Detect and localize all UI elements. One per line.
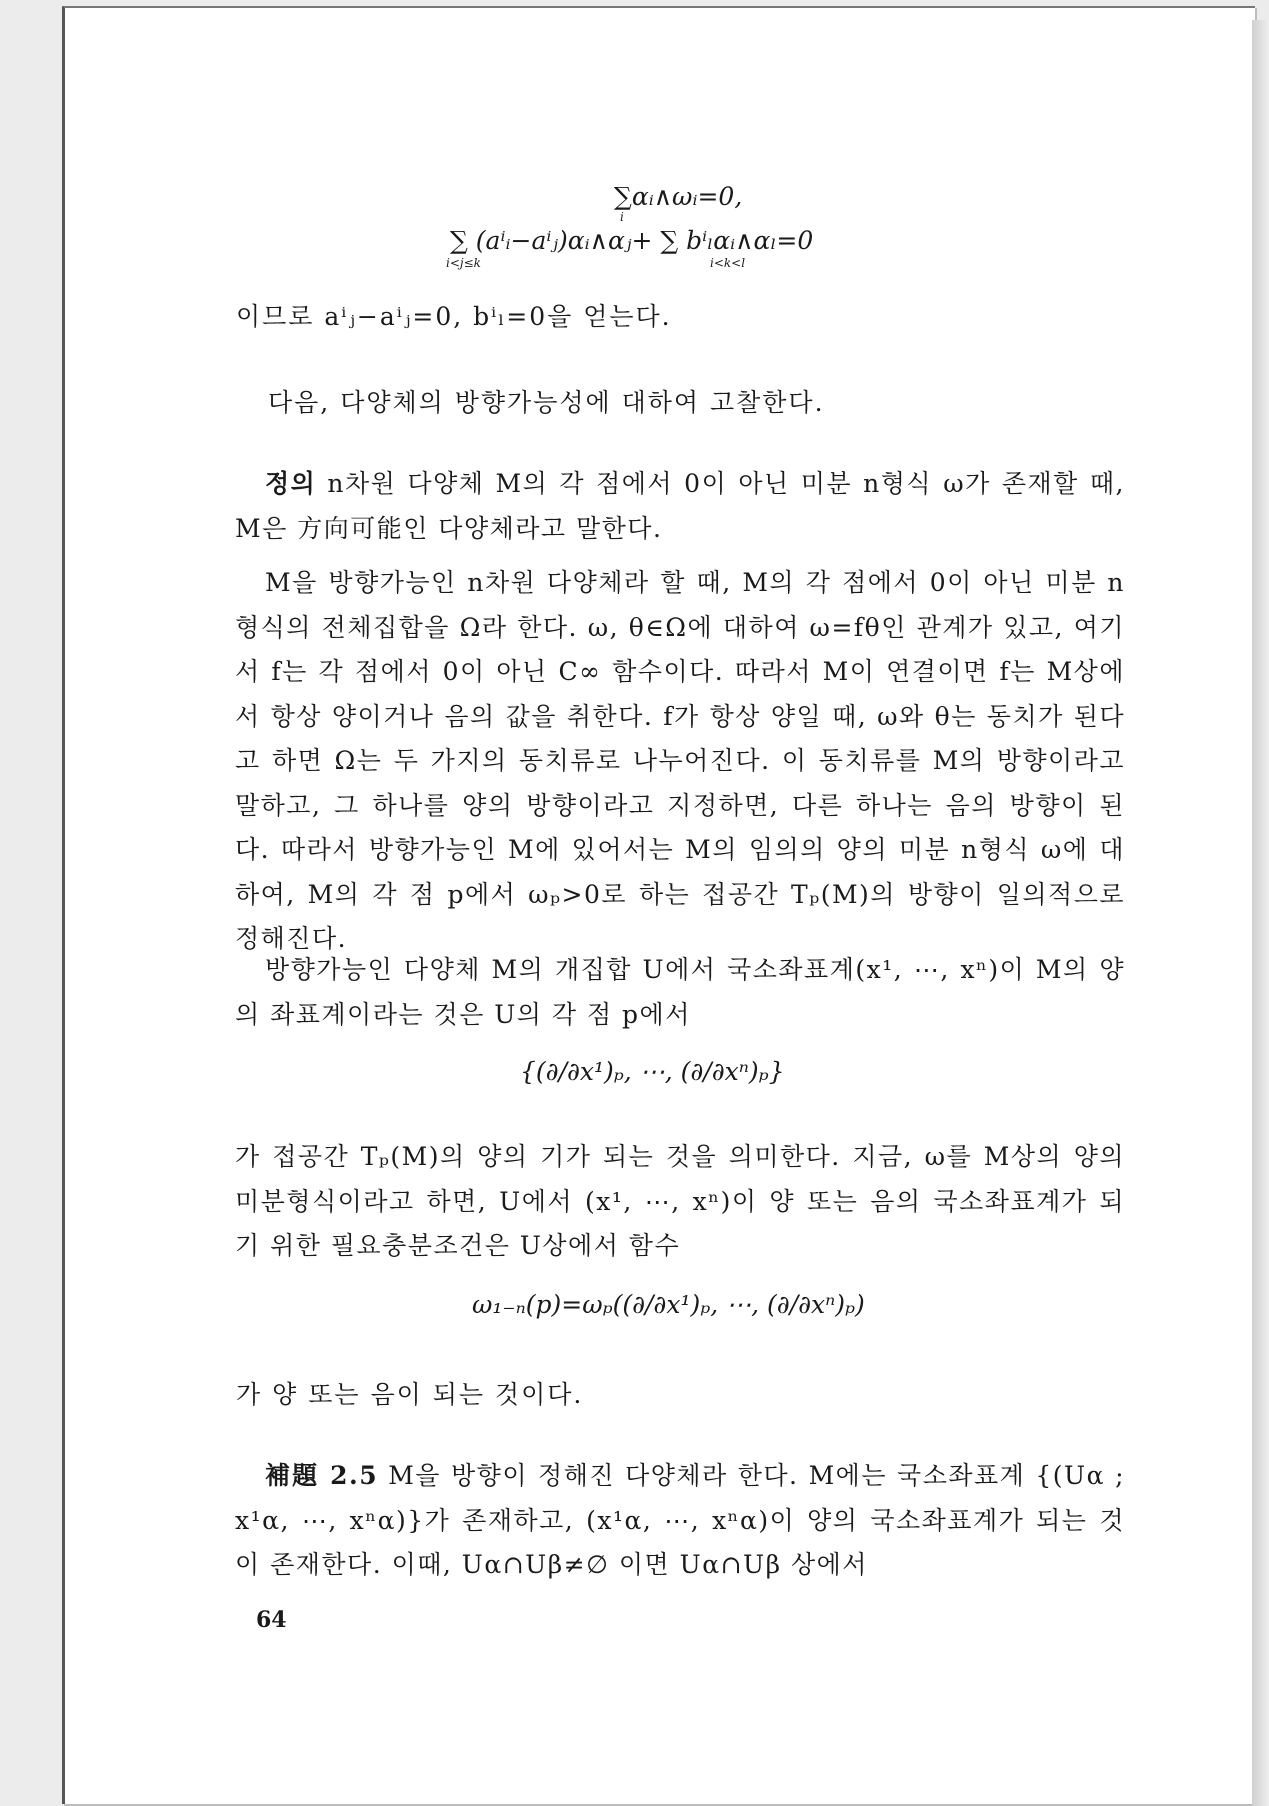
equation-sum-alpha-omega: ∑αᵢ∧ωᵢ=0, [614,182,743,211]
basis-paragraph: 가 접공간 Tₚ(M)의 양의 기가 되는 것을 의미한다. 지금, ω를 M상의 양의 미분형식이라고 하면, U에서 (x¹, ⋯, xⁿ)이 양 또는 음의 국소좌표계가 되기 위한 필요충분조건은 U상에서 함수 [235,1142,1125,1260]
definition-text: n차원 다양체 M의 각 점에서 0이 아닌 미분 n형식 ω가 존재할 때, M은 方向可能인 다양체라고 말한다. [235,469,1125,543]
lemma-text: M을 방향이 정해진 다양체라 한다. M에는 국소좌표계 {(Uα ; x¹α, ⋯, xⁿα)}가 존재하고, (x¹α, ⋯, xⁿα)이 양의 국소좌표계가 되는 것이 존재한다. 이때, Uα∩Uβ≠∅ 이면 Uα∩Uβ 상에서 [235,1461,1126,1579]
basis-formula: {(∂/∂x¹)ₚ, ⋯, (∂/∂xⁿ)ₚ} [520,1057,785,1086]
coordinate-paragraph: 방향가능인 다양체 M의 개집합 U에서 국소좌표계(x¹, ⋯, xⁿ)이 M의 양의 좌표계이라는 것은 U의 각 점 p에서 [235,955,1125,1029]
definition-paragraph [235,462,1125,551]
lemma-label: 補題 2.5 [265,1461,379,1490]
equation-2-subscript-left: i<j≤k [446,256,481,270]
main-paragraph: M을 방향가능인 n차원 다양체라 할 때, M의 각 점에서 0이 아닌 미분 n형식의 전체집합을 Ω라 한다. ω, θ∈Ω에 대하여 ω=fθ인 관계가 있고, 여기서 f는 각 점에서 0이 아닌 C∞ 함수이다. 따라서 M이 연결이면 f는 M상에서 항상 양이거나 음의 값을 취한다. f가 항상 양일 때, ω와 θ는 동치가 된다고 하면 Ω는 두 가지의 동치류로 나누어진다. 이 동치류를 M의 방향이라고 말하고, 그 하나를 양의 방향이라고 지정하면, 다른 하나는 음의 방향이 된다. 따라서 방향가능인 M에 있어서는 M의 임의의 양의 미분 n형식 ω에 대하여, M의 각 점 p에서 ωₚ>0로 하는 접공간 Tₚ(M)의 방향이 일의적으로 정해진다. [235,568,1125,953]
page-edge-shadow [1252,20,1269,1806]
conclusion-line: 이므로 aⁱⱼ−aⁱⱼ=0, bⁱₗ=0을 얻는다. [236,302,672,331]
intro-paragraph: 다음, 다양체의 방향가능성에 대하여 고찰한다. [268,388,825,417]
definition-label: 정의 [265,469,317,498]
equation-1-subscript: i [620,210,624,224]
equation-sum-differences: ∑ (aⁱᵢ−aⁱⱼ)αᵢ∧αⱼ+ ∑ bⁱₗαᵢ∧αₗ=0 [450,226,814,255]
lemma-paragraph [235,1454,1125,1588]
equation-2-subscript-right: i<k<l [710,256,746,270]
omega-formula: ω₁₋ₙ(p)=ωₚ((∂/∂x¹)ₚ, ⋯, (∂/∂xⁿ)ₚ) [472,1290,865,1319]
positive-negative-line: 가 양 또는 음이 되는 것이다. [236,1380,584,1409]
page-number: 64 [256,1607,287,1633]
